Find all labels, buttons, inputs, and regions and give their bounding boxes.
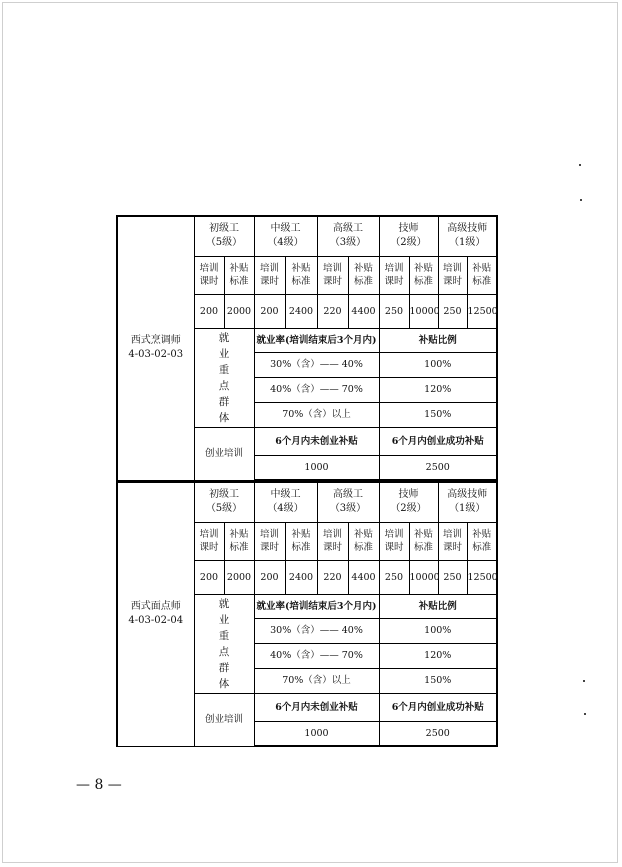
hours-value: 200 bbox=[194, 560, 224, 594]
hours-value: 220 bbox=[317, 560, 348, 594]
col-hours: 培训 课时 bbox=[379, 522, 409, 560]
level-header-senior: 高级工 （3级） bbox=[317, 482, 379, 522]
rate-range: 30%（含）—— 40% bbox=[254, 618, 379, 643]
col-hours: 培训 课时 bbox=[317, 256, 348, 294]
subsidy-value: 12500 bbox=[467, 294, 497, 328]
hours-value: 250 bbox=[438, 560, 467, 594]
hours-value: 250 bbox=[438, 294, 467, 328]
rate-range: 40%（含）—— 70% bbox=[254, 643, 379, 668]
subsidy-value: 2400 bbox=[285, 560, 317, 594]
not-started-value: 1000 bbox=[254, 455, 379, 480]
subsidy-value: 2000 bbox=[224, 294, 254, 328]
col-subsidy: 补贴 标准 bbox=[409, 256, 438, 294]
col-subsidy: 补贴 标准 bbox=[348, 522, 379, 560]
level-header-junior: 初级工 （5级） bbox=[194, 216, 254, 256]
col-subsidy: 补贴 标准 bbox=[224, 256, 254, 294]
scan-speck bbox=[583, 680, 585, 682]
scan-speck bbox=[584, 713, 586, 715]
rate-ratio: 150% bbox=[379, 402, 497, 427]
col-subsidy: 补贴 标准 bbox=[285, 522, 317, 560]
col-subsidy: 补贴 标准 bbox=[285, 256, 317, 294]
occupation-cell bbox=[117, 216, 194, 480]
col-hours: 培训 课时 bbox=[438, 256, 467, 294]
subsidy-value: 12500 bbox=[467, 560, 497, 594]
subsidy-value: 2000 bbox=[224, 560, 254, 594]
rate-range: 70%（含）以上 bbox=[254, 402, 379, 427]
page-number: — 8 — bbox=[76, 777, 122, 793]
col-hours: 培训 课时 bbox=[379, 256, 409, 294]
level-header-technician: 技师 （2级） bbox=[379, 482, 438, 522]
started-header: 6个月内创业成功补贴 bbox=[379, 693, 497, 721]
started-value: 2500 bbox=[379, 455, 497, 480]
level-header-senior-technician: 高级技师 （1级） bbox=[438, 482, 497, 522]
started-header: 6个月内创业成功补贴 bbox=[379, 427, 497, 455]
subsidy-table-western-cook bbox=[116, 215, 498, 481]
entrepreneurship-label: 创业培训 bbox=[194, 427, 254, 480]
subsidy-value: 4400 bbox=[348, 560, 379, 594]
level-header-junior: 初级工 （5级） bbox=[194, 482, 254, 522]
rate-range: 30%（含）—— 40% bbox=[254, 352, 379, 377]
not-started-header: 6个月内未创业补贴 bbox=[254, 693, 379, 721]
col-subsidy: 补贴 标准 bbox=[348, 256, 379, 294]
col-hours: 培训 课时 bbox=[194, 522, 224, 560]
occupation-cell bbox=[117, 482, 194, 746]
not-started-value: 1000 bbox=[254, 721, 379, 746]
col-subsidy: 补贴 标准 bbox=[467, 256, 497, 294]
level-header-intermediate: 中级工 （4级） bbox=[254, 216, 317, 256]
entrepreneurship-label: 创业培训 bbox=[194, 693, 254, 746]
subsidy-value: 10000 bbox=[409, 294, 438, 328]
col-subsidy: 补贴 标准 bbox=[467, 522, 497, 560]
rate-ratio: 100% bbox=[379, 618, 497, 643]
employment-rate-header: 就业率(培训结束后3个月内) bbox=[254, 594, 379, 618]
subsidy-value: 2400 bbox=[285, 294, 317, 328]
subsidy-value: 10000 bbox=[409, 560, 438, 594]
level-header-intermediate: 中级工 （4级） bbox=[254, 482, 317, 522]
scan-speck bbox=[580, 199, 582, 201]
scan-speck bbox=[579, 164, 581, 166]
employment-rate-header: 就业率(培训结束后3个月内) bbox=[254, 328, 379, 352]
rate-ratio: 120% bbox=[379, 377, 497, 402]
subsidy-table-western-pastry bbox=[116, 481, 498, 747]
occupation-name: 西式烹调师 bbox=[130, 335, 181, 347]
rate-ratio: 150% bbox=[379, 668, 497, 693]
hours-value: 250 bbox=[379, 560, 409, 594]
hours-value: 200 bbox=[194, 294, 224, 328]
level-header-senior: 高级工 （3级） bbox=[317, 216, 379, 256]
rate-range: 70%（含）以上 bbox=[254, 668, 379, 693]
col-hours: 培训 课时 bbox=[438, 522, 467, 560]
col-subsidy: 补贴 标准 bbox=[409, 522, 438, 560]
col-hours: 培训 课时 bbox=[254, 522, 285, 560]
employment-key-group-label: 就 业 重 点 群 体 bbox=[194, 594, 254, 693]
rate-ratio: 120% bbox=[379, 643, 497, 668]
level-header-technician: 技师 （2级） bbox=[379, 216, 438, 256]
occupation-code: 4-03-02-04 bbox=[128, 615, 184, 627]
hours-value: 220 bbox=[317, 294, 348, 328]
col-hours: 培训 课时 bbox=[317, 522, 348, 560]
col-subsidy: 补贴 标准 bbox=[224, 522, 254, 560]
subsidy-ratio-header: 补贴比例 bbox=[379, 328, 497, 352]
rate-ratio: 100% bbox=[379, 352, 497, 377]
started-value: 2500 bbox=[379, 721, 497, 746]
subsidy-ratio-header: 补贴比例 bbox=[379, 594, 497, 618]
level-header-senior-technician: 高级技师 （1级） bbox=[438, 216, 497, 256]
hours-value: 200 bbox=[254, 294, 285, 328]
hours-value: 200 bbox=[254, 560, 285, 594]
occupation-name: 西式面点师 bbox=[130, 601, 181, 613]
col-hours: 培训 课时 bbox=[194, 256, 224, 294]
employment-key-group-label: 就 业 重 点 群 体 bbox=[194, 328, 254, 427]
hours-value: 250 bbox=[379, 294, 409, 328]
occupation-code: 4-03-02-03 bbox=[128, 349, 184, 361]
subsidy-value: 4400 bbox=[348, 294, 379, 328]
not-started-header: 6个月内未创业补贴 bbox=[254, 427, 379, 455]
rate-range: 40%（含）—— 70% bbox=[254, 377, 379, 402]
col-hours: 培训 课时 bbox=[254, 256, 285, 294]
